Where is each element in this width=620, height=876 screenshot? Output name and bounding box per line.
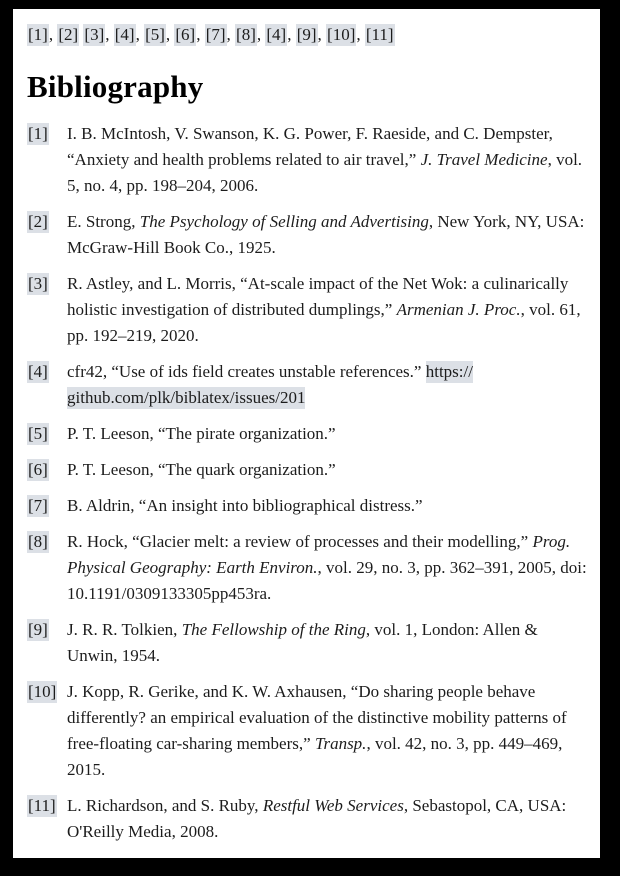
reference-item	[27, 209, 588, 261]
reference-label[interactable]: [11]	[28, 796, 56, 815]
citation-link[interactable]: [6]	[175, 25, 196, 44]
reference-text	[67, 493, 588, 519]
reference-item	[27, 121, 588, 199]
reference-label[interactable]: [8]	[28, 532, 48, 551]
reference-text	[67, 679, 588, 783]
reference-item	[27, 457, 588, 483]
text-segment: P. T. Leeson, “The pirate organization.”	[67, 424, 336, 443]
reference-text	[67, 209, 588, 261]
reference-label[interactable]: [4]	[28, 362, 48, 381]
reference-item	[27, 359, 588, 411]
text-segment: R. Astley, and L. Morris, “At-scale impact of the Net Wok: a culinarically holistic investigation of distributed dumplings,”	[67, 274, 569, 319]
reference-label-column	[27, 121, 67, 199]
italic-title-segment: The Fellowship of the Ring	[181, 620, 366, 639]
citation-link[interactable]: [2]	[58, 25, 79, 44]
bibliography-heading: Bibliography	[27, 69, 204, 104]
reference-text	[67, 617, 588, 669]
reference-label[interactable]: [6]	[28, 460, 48, 479]
text-segment: I. B. McIntosh, V. Swanson, K. G. Power, F. Raeside, and C. Dempster, “Anxiety and health problems related to air travel,”	[67, 124, 553, 169]
reference-label[interactable]: [3]	[28, 274, 48, 293]
citation-link[interactable]: [5]	[145, 25, 165, 44]
citation-link[interactable]: [7]	[205, 25, 226, 44]
text-segment: B. Aldrin, “An insight into bibliographical distress.”	[67, 496, 423, 515]
reference-text	[67, 359, 588, 411]
reference-label[interactable]: [10]	[28, 682, 57, 701]
reference-item	[27, 679, 588, 783]
text-segment: L. Richardson, and S. Ruby,	[67, 796, 263, 815]
citation-link[interactable]: [10]	[327, 25, 356, 44]
citation-link[interactable]: [9]	[296, 25, 317, 44]
text-segment: , vol. 61, pp. 192–219, 2020.	[67, 300, 581, 345]
reference-item	[27, 617, 588, 669]
reference-label-column	[27, 359, 67, 411]
text-segment: cfr42, “Use of ids field creates unstable references.”	[67, 362, 426, 381]
document-page	[13, 9, 600, 858]
reference-text	[67, 271, 588, 349]
reference-list	[27, 121, 588, 845]
reference-label[interactable]: [2]	[28, 212, 48, 231]
text-segment: E. Strong,	[67, 212, 140, 231]
text-segment: J. Kopp, R. Gerike, and K. W. Axhausen, “Do sharing people behave differently? an empirical evaluation of the distinctive mobility patterns of free-floating car-sharing members,”	[67, 682, 567, 753]
reference-label[interactable]: [7]	[28, 496, 48, 515]
reference-label-column	[27, 209, 67, 261]
reference-label-column	[27, 271, 67, 349]
reference-text	[67, 421, 588, 447]
reference-text	[67, 457, 588, 483]
text-segment: , vol. 29, no. 3, pp. 362–391, 2005, doi: 10.1191/0309133305pp453ra.	[67, 558, 587, 603]
text-segment: , Sebastopol, CA, USA: O'Reilly Media, 2008.	[67, 796, 567, 841]
italic-title-segment: Prog. Physical Geography: Earth Environ.	[67, 532, 571, 577]
citation-link[interactable]: [11]	[365, 25, 394, 44]
text-segment: R. Hock, “Glacier melt: a review of processes and their modelling,”	[67, 532, 533, 551]
citation-link[interactable]: [3]	[84, 25, 105, 44]
italic-title-segment: Armenian J. Proc.	[396, 300, 521, 319]
reference-label-column	[27, 679, 67, 783]
url-link[interactable]: github.com/plk/biblatex/issues/201	[67, 388, 306, 407]
reference-text	[67, 793, 588, 845]
reference-item	[27, 493, 588, 519]
citation-link[interactable]: [4]	[266, 25, 287, 44]
italic-title-segment: The Psychology of Selling and Advertising	[139, 212, 429, 231]
text-segment: , New York, NY, USA: McGraw-Hill Book Co., 1925.	[67, 212, 585, 257]
reference-item	[27, 271, 588, 349]
text-segment: , vol. 1, London: Allen & Unwin, 1954.	[67, 620, 538, 665]
reference-label-column	[27, 793, 67, 845]
text-segment: , vol. 5, no. 4, pp. 198–204, 2006.	[67, 150, 583, 195]
reference-label[interactable]: [1]	[28, 124, 48, 143]
text-segment: P. T. Leeson, “The quark organization.”	[67, 460, 336, 479]
reference-item	[27, 793, 588, 845]
italic-title-segment: Transp.	[314, 734, 367, 753]
text-segment: , vol. 42, no. 3, pp. 449–469, 2015.	[67, 734, 563, 779]
citation-line: [1], [2] [3], [4], [5], [6], [7], [8], [4], [9], [10], [11]	[28, 25, 394, 44]
citation-link[interactable]: [1]	[28, 25, 48, 44]
citation-link[interactable]: [4]	[114, 25, 135, 44]
citation-link[interactable]: [8]	[236, 25, 256, 44]
reference-label-column	[27, 457, 67, 483]
reference-label-column	[27, 421, 67, 447]
url-link[interactable]: https://	[425, 362, 473, 381]
reference-label-column	[27, 529, 67, 607]
italic-title-segment: J. Travel Medicine	[420, 150, 548, 169]
reference-label-column	[27, 493, 67, 519]
reference-label[interactable]: [9]	[28, 620, 48, 639]
reference-text	[67, 121, 588, 199]
italic-title-segment: Restful Web Services	[262, 796, 404, 815]
reference-text	[67, 529, 588, 607]
reference-label-column	[27, 617, 67, 669]
reference-label[interactable]: [5]	[28, 424, 48, 443]
reference-item	[27, 529, 588, 607]
text-segment: J. R. R. Tolkien,	[67, 620, 182, 639]
reference-item	[27, 421, 588, 447]
